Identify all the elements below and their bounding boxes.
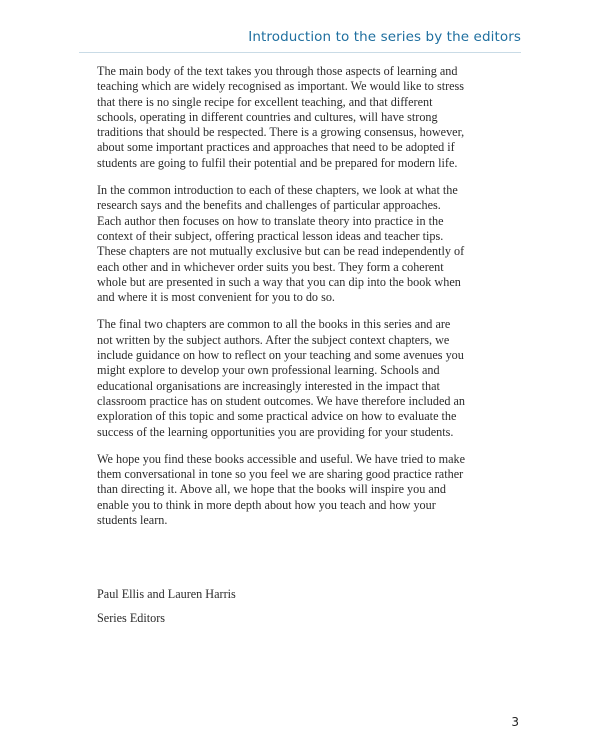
paragraph-3: The final two chapters are common to all the books in this series and are not written by the subject authors. After the subject context chapters, we include guidance on how to reflect on your teaching and some avenues you might explore to develop your own professional learning. Schools and educational organisations are increasingly interested in the impact that classroom practice has on student outcomes. We have therefore included an exploration of this topic and some practical advice on how to evaluate the success of the learning opportunities you are providing for your students. (97, 317, 466, 439)
paragraph-4: We hope you find these books accessible and useful. We have tried to make them conversational in tone so you feel we are sharing good practice rather than directing it. Above all, we hope that the books will inspire you and enable you to think in more depth about how you teach and how your students learn. (97, 451, 466, 528)
editor-role: Series Editors (97, 611, 166, 625)
header-divider (79, 52, 521, 53)
editor-names: Paul Ellis and Lauren Harris (97, 587, 236, 601)
page-number: 3 (511, 715, 519, 729)
paragraph-1: The main body of the text takes you through those aspects of learning and teaching which are widely recognised as important. We would like to stress that there is no single recipe for excellent teaching, and that different schools, operating in different countries and cultures, will have strong traditions that should be respected. There is a growing consensus, however, about some important practices and approaches that need to be adopted if students are going to fulfil their potential and be prepared for modern life. (97, 64, 465, 170)
paragraph-2: In the common introduction to each of these chapters, we look at what the research says and the benefits and challenges of particular approaches. Each author then focuses on how to translate theory into practice in the context of their subject, offering practical lesson ideas and teacher tips. These chapters are not mutually exclusive but can be read independently of each other and in whichever order suits you best. They form a coherent whole but are presented in such a way that you can dip into the book when and where it is most convenient for you to do so. (97, 183, 465, 305)
running-header-title: Introduction to the series by the editors (248, 29, 521, 45)
main-text-body (97, 64, 467, 540)
